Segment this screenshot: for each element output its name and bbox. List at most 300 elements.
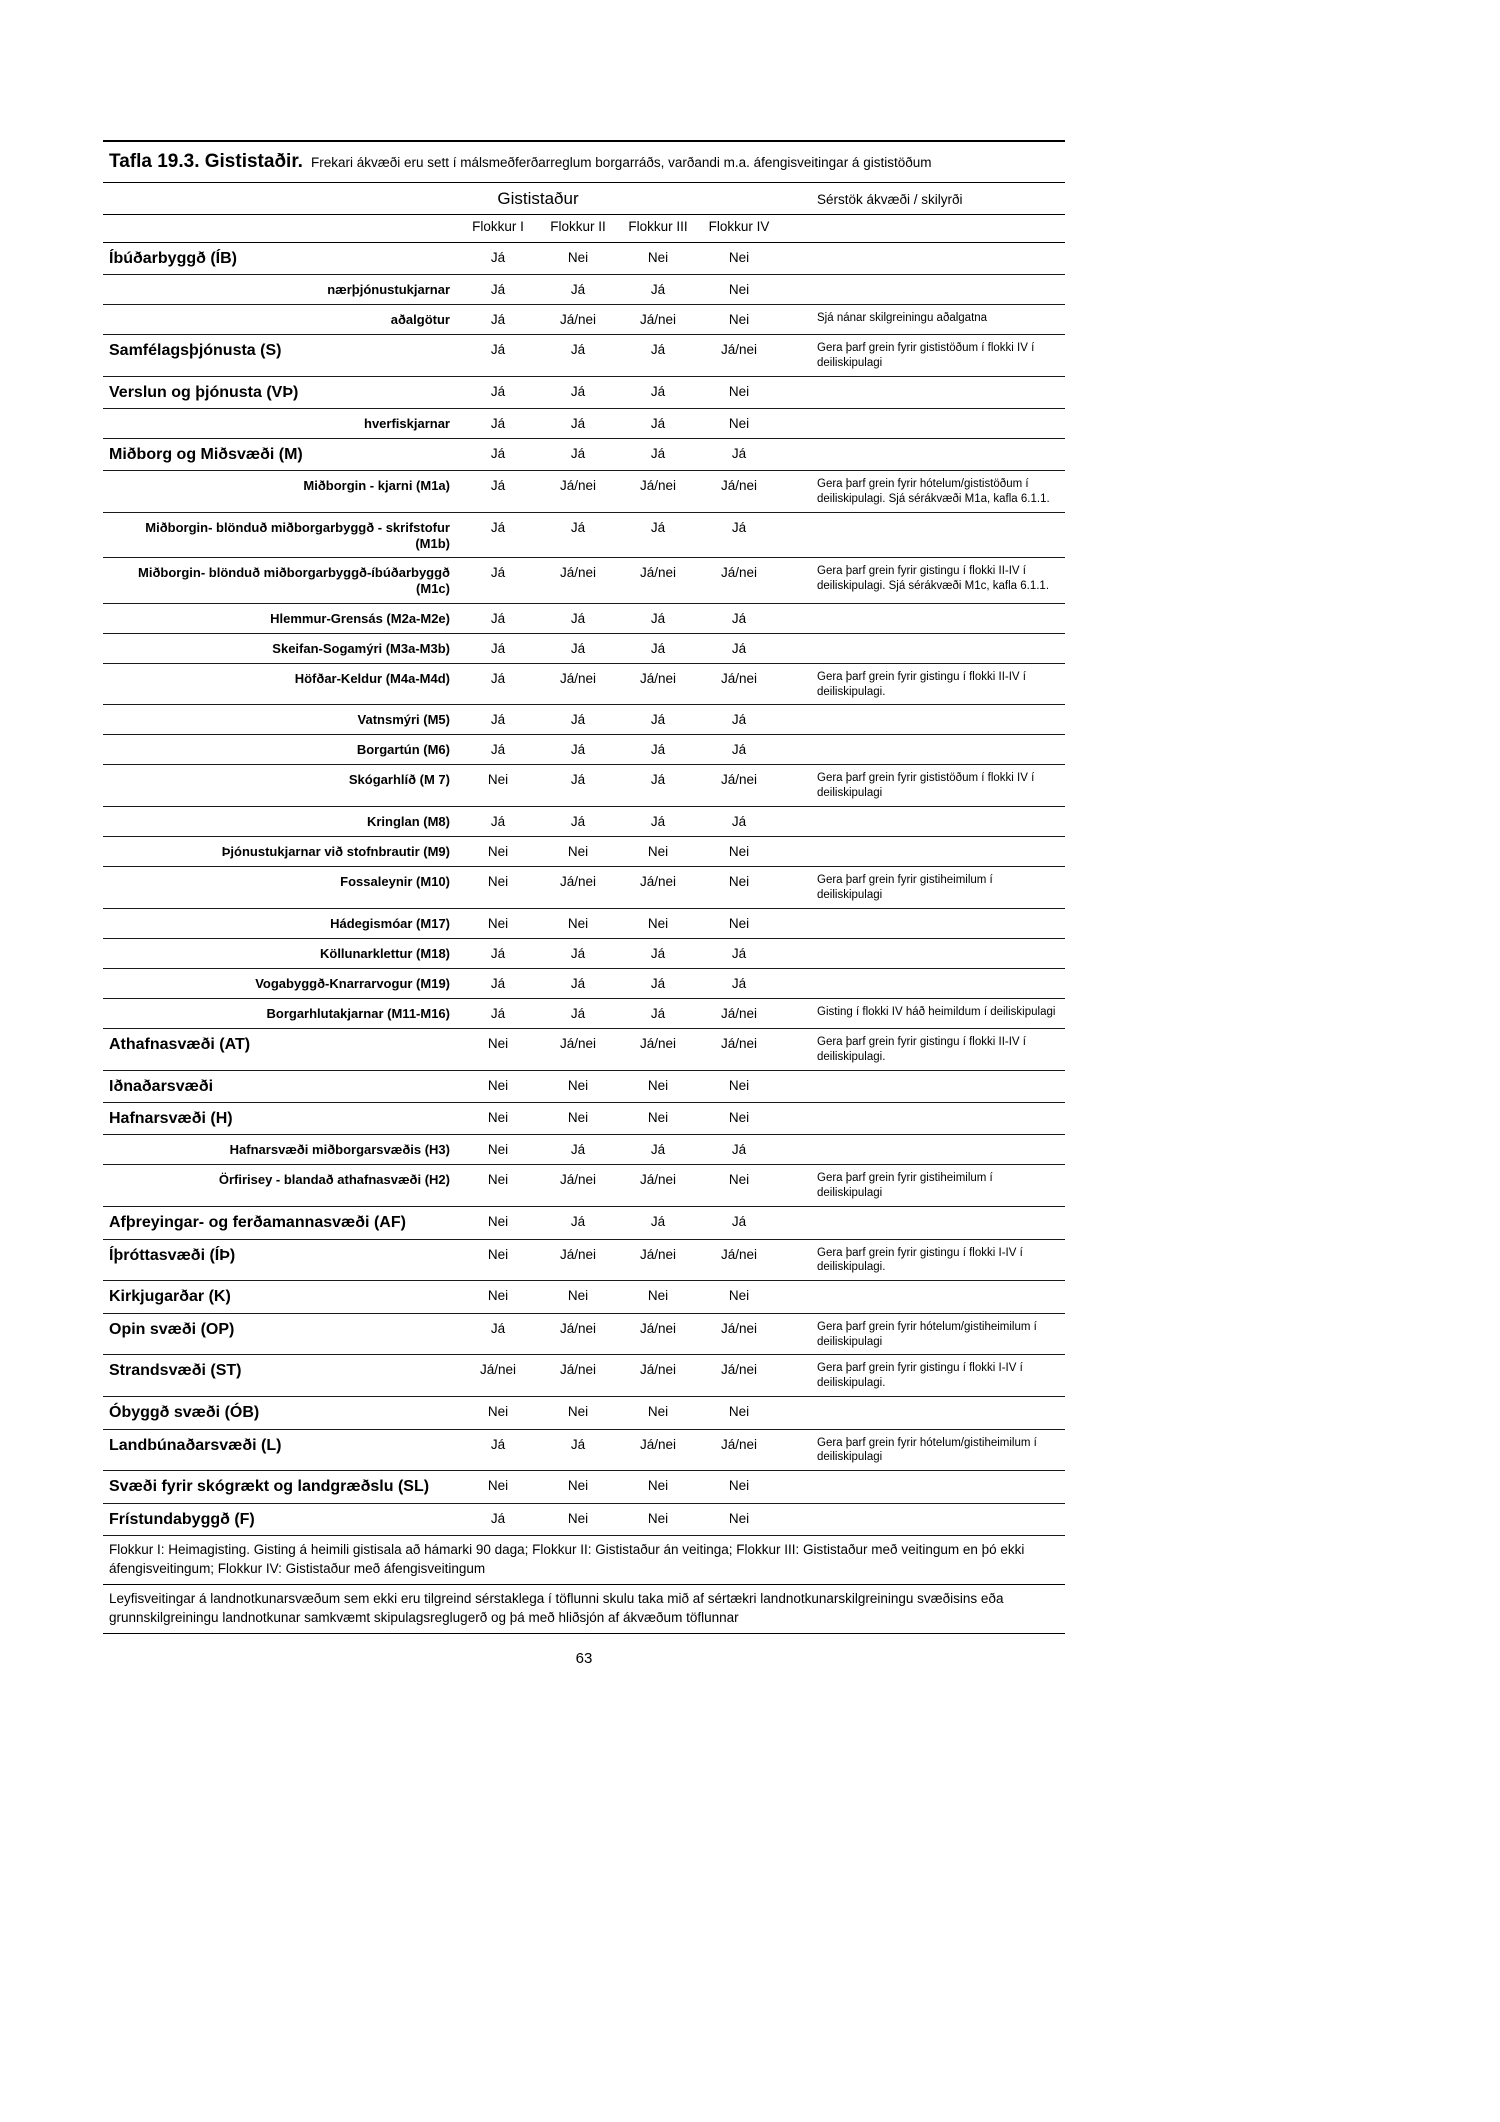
cell-value: Já (490, 565, 506, 581)
cell-value: Já/nei (720, 1246, 758, 1262)
cell-value: Nei (728, 383, 750, 399)
table-row (103, 471, 1065, 513)
cell-value: Nei (567, 916, 589, 932)
cell-value: Já (650, 814, 666, 830)
row-gap-spacer (780, 1165, 813, 1206)
row-gap-spacer (780, 409, 813, 438)
cell-value: Nei (567, 1510, 589, 1526)
row-note (813, 439, 1065, 470)
table-row (103, 969, 1065, 999)
table-body (103, 243, 1065, 1536)
table-row (103, 1240, 1065, 1282)
row-label: Þjónustukjarnar við stofnbrautir (M9) (221, 844, 450, 860)
row-label: Samfélagsþjónusta (S) (109, 342, 282, 360)
cell-value: Nei (728, 1078, 750, 1094)
row-gap-spacer (780, 765, 813, 806)
cell-value: Já/nei (639, 1036, 677, 1052)
cell-value: Nei (728, 874, 750, 890)
footnote-flokkar: Flokkur I: Heimagisting. Gisting á heimili gistisala að hámarki 90 daga; Flokkur II: Gististaður án veitinga; Flokkur III: Gististaður með veitingum en þó ekki áfengisveitingum; Flokkur IV: Gististaður með áfengisveitingum (103, 1536, 1065, 1585)
row-label: Hádegismóar (M17) (330, 916, 450, 932)
footnote-leyfisveitingar: Leyfisveitingar á landnotkunarsvæðum sem ekki eru tilgreind sérstaklega í töflunni skulu taka mið af sértækri landnotkunarskilgreiningu svæðisins eða grunnskilgreiningu landnotkunar samkvæmt skipulagsreglugerð og þá með hliðsjón af ákvæðum töflunnar (103, 1585, 1065, 1634)
cell-value: Nei (567, 249, 589, 265)
cell-value: Nei (728, 249, 750, 265)
cell-value: Já/nei (559, 478, 597, 494)
row-gap-spacer (780, 471, 813, 512)
row-gap-spacer (780, 1397, 813, 1428)
table-row (103, 1355, 1065, 1397)
cell-value: Já (570, 610, 586, 626)
row-label: Óbyggð svæði (ÓB) (109, 1404, 260, 1422)
table-subtitle: Frekari ákvæði eru sett í málsmeðferðarreglum borgarráðs, varðandi m.a. áfengisveitingar á gististöðum (310, 155, 932, 170)
column-header-flokkur-2: Flokkur II (550, 219, 606, 234)
row-gap-spacer (780, 867, 813, 908)
row-gap-spacer (780, 305, 813, 334)
cell-value: Já/nei (559, 1246, 597, 1262)
table-row (103, 999, 1065, 1029)
cell-value: Nei (487, 1036, 509, 1052)
cell-value: Já (650, 976, 666, 992)
table-row (103, 705, 1065, 735)
column-header-label-spacer (103, 215, 458, 242)
cell-value: Nei (647, 249, 669, 265)
cell-value: Já (570, 416, 586, 432)
cell-value: Nei (487, 1478, 509, 1494)
cell-value: Já (650, 1142, 666, 1158)
cell-value: Já/nei (559, 1320, 597, 1336)
cell-value: Nei (487, 1172, 509, 1188)
cell-value: Nei (487, 1214, 509, 1230)
row-label: Miðborgin- blönduð miðborgarbyggð-íbúðarbyggð (M1c) (138, 565, 450, 596)
table-row (103, 409, 1065, 439)
cell-value: Já (490, 446, 506, 462)
table-row (103, 867, 1065, 909)
row-note (813, 275, 1065, 304)
cell-value: Já (490, 383, 506, 399)
table-row (103, 1281, 1065, 1313)
cell-value: Já (650, 946, 666, 962)
cell-value: Já/nei (639, 1362, 677, 1378)
cell-value: Já/nei (720, 772, 758, 788)
row-label: Strandsvæði (ST) (109, 1362, 242, 1380)
table-group-header-row (103, 183, 1065, 215)
row-gap-spacer (780, 275, 813, 304)
table-row (103, 1029, 1065, 1071)
cell-value: Já/nei (559, 1362, 597, 1378)
row-gap-spacer (780, 513, 813, 557)
cell-value: Nei (647, 1478, 669, 1494)
row-label: Fossaleynir (M10) (340, 874, 450, 890)
table-row (103, 735, 1065, 765)
cell-value: Já/nei (479, 1362, 517, 1378)
cell-value: Já (490, 670, 506, 686)
cell-value: Nei (728, 282, 750, 298)
row-gap-spacer (780, 1103, 813, 1134)
table-row (103, 1071, 1065, 1103)
table-row (103, 837, 1065, 867)
cell-value: Nei (728, 312, 750, 328)
table-row (103, 513, 1065, 558)
row-gap-spacer (780, 1281, 813, 1312)
row-note (813, 1071, 1065, 1102)
column-header-flokkur-3: Flokkur III (628, 219, 688, 234)
table-row (103, 1397, 1065, 1429)
row-label: Höfðar-Keldur (M4a-M4d) (294, 670, 450, 686)
cell-value: Já/nei (639, 874, 677, 890)
row-gap-spacer (780, 335, 813, 376)
cell-value: Nei (487, 1142, 509, 1158)
row-gap-spacer (780, 377, 813, 408)
cell-value: Nei (728, 916, 750, 932)
table-row (103, 439, 1065, 471)
cell-value: Já (570, 772, 586, 788)
cell-value: Já (650, 342, 666, 358)
cell-value: Nei (728, 1172, 750, 1188)
cell-value: Já (570, 814, 586, 830)
table-row (103, 939, 1065, 969)
row-label: Borgartún (M6) (356, 742, 450, 758)
row-gap-spacer (780, 837, 813, 866)
document-page (103, 140, 1065, 1667)
cell-value: Já/nei (720, 342, 758, 358)
row-gap-spacer (780, 634, 813, 663)
cell-value: Já (731, 814, 747, 830)
column-header-notes-spacer (813, 215, 1065, 242)
row-note (813, 837, 1065, 866)
cell-value: Já (650, 1214, 666, 1230)
cell-value: Já (570, 712, 586, 728)
row-gap-spacer (780, 939, 813, 968)
row-note (813, 1135, 1065, 1164)
row-label: hverfiskjarnar (364, 416, 450, 432)
row-gap-spacer (780, 1207, 813, 1238)
cell-value: Já/nei (720, 478, 758, 494)
row-note: Gera þarf grein fyrir hótelum/gistiheimilum í deiliskipulagi (817, 1436, 1037, 1464)
row-note (813, 807, 1065, 836)
cell-value: Já (570, 342, 586, 358)
row-label: Vatnsmýri (M5) (357, 712, 450, 728)
cell-value: Nei (487, 1078, 509, 1094)
row-gap-spacer (780, 807, 813, 836)
cell-value: Já (490, 712, 506, 728)
row-note (813, 1281, 1065, 1312)
cell-value: Nei (728, 844, 750, 860)
cell-value: Já (490, 312, 506, 328)
row-note (813, 969, 1065, 998)
cell-value: Já (650, 416, 666, 432)
cell-value: Já (731, 610, 747, 626)
column-header-gap-spacer (780, 215, 813, 242)
cell-value: Já/nei (639, 670, 677, 686)
cell-value: Já (490, 742, 506, 758)
row-gap-spacer (780, 1355, 813, 1396)
table-row (103, 275, 1065, 305)
cell-value: Já/nei (720, 670, 758, 686)
cell-value: Já (490, 520, 506, 536)
cell-value: Já (490, 976, 506, 992)
cell-value: Já/nei (559, 312, 597, 328)
cell-value: Já (570, 946, 586, 962)
row-gap-spacer (780, 1430, 813, 1471)
row-note (813, 939, 1065, 968)
table-row (103, 1430, 1065, 1472)
cell-value: Nei (567, 1110, 589, 1126)
cell-value: Já/nei (639, 478, 677, 494)
row-label: Hafnarsvæði miðborgarsvæðis (H3) (229, 1142, 450, 1158)
row-gap-spacer (780, 909, 813, 938)
cell-value: Já (650, 446, 666, 462)
row-label: Opin svæði (OP) (109, 1320, 235, 1338)
row-label: Köllunarklettur (M18) (319, 946, 450, 962)
table-row (103, 1207, 1065, 1239)
row-label: Borgarhlutakjarnar (M11-M16) (266, 1006, 450, 1022)
row-label: aðalgötur (390, 312, 450, 328)
cell-value: Nei (487, 874, 509, 890)
row-note: Gera þarf grein fyrir gistingu í flokki II-IV í deiliskipulagi. Sjá sérákvæði M1c, kafla 6.1.1. (817, 565, 1050, 593)
cell-value: Já/nei (639, 565, 677, 581)
row-label: Afþreyingar- og ferðamannasvæði (AF) (109, 1214, 406, 1232)
row-note: Sjá nánar skilgreiningu aðalgatna (817, 312, 988, 325)
cell-value: Já/nei (720, 1006, 758, 1022)
row-note (813, 1103, 1065, 1134)
row-note (813, 1397, 1065, 1428)
cell-value: Já (490, 282, 506, 298)
cell-value: Já (570, 383, 586, 399)
row-gap-spacer (780, 1471, 813, 1502)
row-label: Miðborgin - kjarni (M1a) (303, 478, 450, 494)
cell-value: Já (650, 772, 666, 788)
column-header-flokkur-1: Flokkur I (472, 219, 524, 234)
cell-value: Já (731, 520, 747, 536)
cell-value: Já (490, 640, 506, 656)
cell-value: Nei (567, 1078, 589, 1094)
cell-value: Já (731, 1142, 747, 1158)
table-row (103, 335, 1065, 377)
cell-value: Já (731, 1214, 747, 1230)
row-label: nærþjónustukjarnar (327, 282, 450, 298)
table-row (103, 634, 1065, 664)
row-gap-spacer (780, 705, 813, 734)
row-gap-spacer (780, 1240, 813, 1281)
row-gap-spacer (780, 1071, 813, 1102)
row-note: Gera þarf grein fyrir gistingu í flokki I-IV í deiliskipulagi. (817, 1362, 1023, 1390)
cell-value: Já (731, 976, 747, 992)
row-note (813, 1471, 1065, 1502)
row-note (813, 604, 1065, 633)
row-label: Hlemmur-Grensás (M2a-M2e) (270, 610, 450, 626)
cell-value: Nei (567, 1478, 589, 1494)
cell-value: Já (490, 1320, 506, 1336)
cell-value: Já/nei (559, 670, 597, 686)
cell-value: Nei (647, 1110, 669, 1126)
cell-value: Já/nei (639, 1172, 677, 1188)
table-row (103, 604, 1065, 634)
cell-value: Já (490, 946, 506, 962)
cell-value: Já/nei (720, 1036, 758, 1052)
cell-value: Já (490, 478, 506, 494)
cell-value: Já/nei (559, 565, 597, 581)
cell-value: Nei (487, 844, 509, 860)
table-column-header-row (103, 215, 1065, 243)
cell-value: Já (650, 712, 666, 728)
cell-value: Já/nei (720, 1320, 758, 1336)
cell-value: Já/nei (639, 1320, 677, 1336)
row-label: Miðborgin- blönduð miðborgarbyggð - skrifstofur (M1b) (145, 520, 450, 551)
cell-value: Já (650, 520, 666, 536)
group-header-spacer (103, 183, 458, 214)
page-number: 63 (575, 1650, 593, 1667)
cell-value: Já (490, 1436, 506, 1452)
cell-value: Já (490, 610, 506, 626)
cell-value: Já (570, 446, 586, 462)
cell-value: Já (731, 742, 747, 758)
cell-value: Nei (487, 772, 509, 788)
cell-value: Já (650, 640, 666, 656)
cell-value: Nei (487, 1404, 509, 1420)
row-label: Landbúnaðarsvæði (L) (109, 1436, 282, 1454)
cell-value: Já (490, 416, 506, 432)
cell-value: Nei (647, 1404, 669, 1420)
cell-value: Nei (487, 1110, 509, 1126)
row-gap-spacer (780, 664, 813, 705)
cell-value: Já (570, 976, 586, 992)
cell-value: Nei (728, 1288, 750, 1304)
table-row (103, 1504, 1065, 1536)
cell-value: Nei (728, 1110, 750, 1126)
cell-value: Já (570, 640, 586, 656)
row-note (813, 705, 1065, 734)
row-note: Gera þarf grein fyrir hótelum/gistiheimilum í deiliskipulagi (817, 1320, 1037, 1348)
notes-column-header: Sérstök ákvæði / skilyrði (817, 192, 963, 207)
row-label: Frístundabyggð (F) (109, 1510, 255, 1528)
row-label: Íþróttasvæði (ÍÞ) (109, 1246, 236, 1264)
cell-value: Já (650, 282, 666, 298)
table-row (103, 807, 1065, 837)
cell-value: Nei (647, 916, 669, 932)
cell-value: Já (570, 742, 586, 758)
row-label: Svæði fyrir skógrækt og landgræðslu (SL) (109, 1478, 430, 1496)
cell-value: Nei (647, 1510, 669, 1526)
row-note (813, 634, 1065, 663)
cell-value: Já/nei (639, 1246, 677, 1262)
cell-value: Nei (487, 916, 509, 932)
table-row (103, 243, 1065, 275)
row-note: Gera þarf grein fyrir gistingu í flokki II-IV í deiliskipulagi. (817, 1036, 1026, 1064)
row-gap-spacer (780, 558, 813, 602)
cell-value: Já (650, 610, 666, 626)
row-gap-spacer (780, 604, 813, 633)
table-row (103, 1135, 1065, 1165)
group-header-gististadur: Gististaður (497, 189, 579, 208)
cell-value: Nei (567, 1288, 589, 1304)
row-label: Kringlan (M8) (366, 814, 450, 830)
table-row (103, 909, 1065, 939)
row-note (813, 513, 1065, 557)
cell-value: Já (570, 1214, 586, 1230)
cell-value: Já (570, 1142, 586, 1158)
row-gap-spacer (780, 1029, 813, 1070)
cell-value: Nei (487, 1246, 509, 1262)
row-note (813, 409, 1065, 438)
cell-value: Já (731, 446, 747, 462)
row-label: Skeifan-Sogamýri (M3a-M3b) (272, 640, 450, 656)
cell-value: Já/nei (559, 1172, 597, 1188)
table-title: Tafla 19.3. Gististaðir. (109, 151, 303, 172)
cell-value: Já/nei (720, 1362, 758, 1378)
row-note (813, 909, 1065, 938)
cell-value: Nei (728, 1510, 750, 1526)
cell-value: Já/nei (720, 565, 758, 581)
cell-value: Já (731, 640, 747, 656)
table-row (103, 1165, 1065, 1207)
row-note (813, 243, 1065, 274)
cell-value: Já (731, 946, 747, 962)
row-note: Gera þarf grein fyrir gistingu í flokki II-IV í deiliskipulagi. (817, 670, 1026, 698)
row-note: Gera þarf grein fyrir gististöðum í flokki IV í deiliskipulagi (817, 772, 1035, 800)
row-label: Iðnaðarsvæði (109, 1078, 214, 1096)
cell-value: Nei (728, 416, 750, 432)
cell-value: Já (650, 1006, 666, 1022)
cell-value: Já/nei (639, 1436, 677, 1452)
cell-value: Já/nei (559, 874, 597, 890)
row-label: Örfirisey - blandað athafnasvæði (H2) (218, 1172, 450, 1188)
cell-value: Já (570, 282, 586, 298)
table-title-row (103, 140, 1065, 183)
cell-value: Nei (728, 1478, 750, 1494)
row-note (813, 735, 1065, 764)
cell-value: Nei (647, 1288, 669, 1304)
row-gap-spacer (780, 1314, 813, 1355)
row-gap-spacer (780, 1504, 813, 1535)
row-note (813, 1207, 1065, 1238)
cell-value: Nei (647, 1078, 669, 1094)
column-header-flokkur-4: Flokkur IV (708, 219, 770, 234)
cell-value: Já (570, 520, 586, 536)
table-row (103, 1471, 1065, 1503)
cell-value: Já (490, 342, 506, 358)
row-label: Miðborg og Miðsvæði (M) (109, 446, 303, 464)
row-note: Gera þarf grein fyrir hótelum/gististöðum í deiliskipulagi. Sjá sérákvæði M1a, kafla 6.1.1. (817, 478, 1050, 506)
row-note: Gisting í flokki IV háð heimildum í deiliskipulagi (817, 1006, 1056, 1019)
table-row (103, 1314, 1065, 1356)
row-gap-spacer (780, 1135, 813, 1164)
cell-value: Nei (567, 844, 589, 860)
table-row (103, 558, 1065, 603)
table-row (103, 305, 1065, 335)
row-gap-spacer (780, 969, 813, 998)
cell-value: Já/nei (720, 1436, 758, 1452)
row-note: Gera þarf grein fyrir gistiheimilum í deiliskipulagi (817, 874, 993, 902)
row-label: Kirkjugarðar (K) (109, 1288, 231, 1306)
cell-value: Já (650, 742, 666, 758)
cell-value: Já (731, 712, 747, 728)
cell-value: Já/nei (639, 312, 677, 328)
row-gap-spacer (780, 735, 813, 764)
table-row (103, 377, 1065, 409)
table-row (103, 1103, 1065, 1135)
cell-value: Já (490, 814, 506, 830)
row-note: Gera þarf grein fyrir gistiheimilum í deiliskipulagi (817, 1172, 993, 1200)
cell-value: Nei (728, 1404, 750, 1420)
cell-value: Nei (647, 844, 669, 860)
row-label: Skógarhlíð (M 7) (348, 772, 450, 788)
cell-value: Nei (567, 1404, 589, 1420)
cell-value: Já (570, 1436, 586, 1452)
cell-value: Já/nei (559, 1036, 597, 1052)
row-label: Verslun og þjónusta (VÞ) (109, 383, 299, 401)
row-gap-spacer (780, 439, 813, 470)
row-note: Gera þarf grein fyrir gististöðum í flokki IV í deiliskipulagi (817, 342, 1035, 369)
row-note (813, 377, 1065, 408)
